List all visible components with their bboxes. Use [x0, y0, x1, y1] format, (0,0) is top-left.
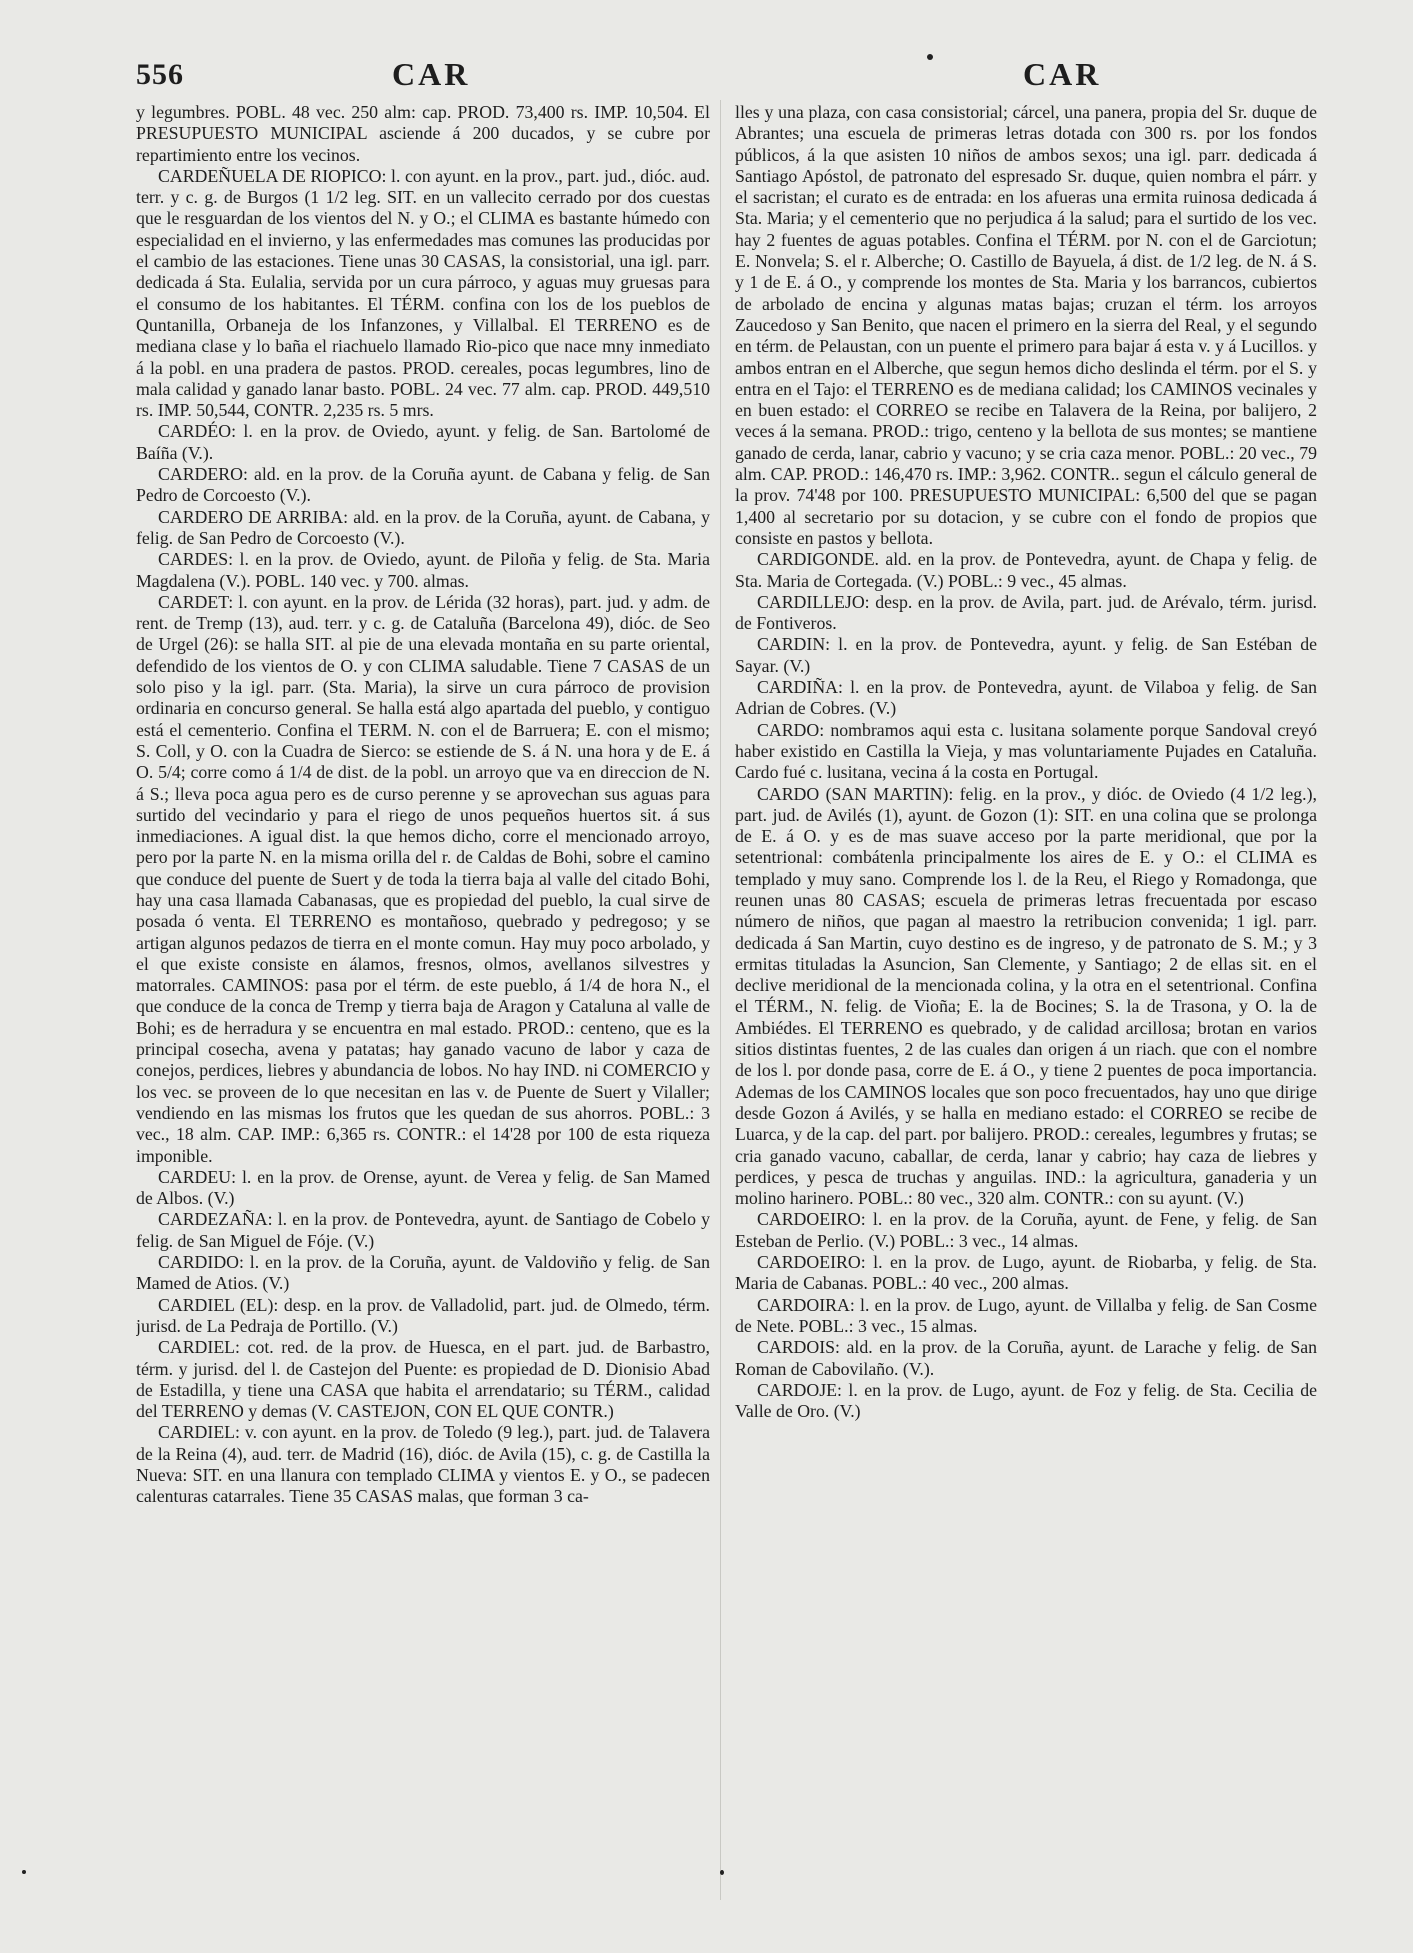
entry-cardero: CARDERO: ald. en la prov. de la Coruña ayunt. de Cabana y felig. de San Pedro de Corcoesto (V.). [136, 464, 710, 506]
entry-cardigonde: CARDIGONDE. ald. en la prov. de Pontevedra, ayunt. de Chapa y felig. de Sta. Maria de Cortegada. (V.) POBL.: 9 vec., 45 almas. [735, 549, 1317, 591]
page-number: 556 [136, 58, 184, 91]
running-head-right: CAR [1023, 56, 1102, 92]
entry-cardillejo: CARDILLEJO: desp. en la prov. de Avila, part. jud. de Arévalo, térm. jurisd. de Fontiveros. [735, 591, 1317, 634]
entry-cardido: CARDIDO: l. en la prov. de la Coruña, ayunt. de Valdoviño y felig. de San Mamed de Atios. (V.) [136, 1252, 710, 1294]
entry-cardiel-toledo: CARDIEL: v. con ayunt. en la prov. de Toledo (9 leg.), part. jud. de Talavera de la Reina (4), aud. terr. de Madrid (16), dióc. de Avila (15), c. g. de Castilla la Nueva: SIT. en una llanura con templado CLIMA y vientos E. y O., se padecen calenturas catarrales. Tiene 35 CASAS malas, que forman 3 ca- [136, 1422, 710, 1507]
ink-speck [927, 54, 933, 60]
entry-cardezana: CARDEZAÑA: l. en la prov. de Pontevedra, ayunt. de Santiago de Cobelo y felig. de San Miguel de Fóje. (V.) [136, 1209, 710, 1251]
entry-cardin: CARDIN: l. en la prov. de Pontevedra, ayunt. y felig. de San Estéban de Sayar. (V.) [735, 634, 1317, 676]
entry-cardeu: CARDEU: l. en la prov. de Orense, ayunt. de Verea y felig. de San Mamed de Albos. (V.) [136, 1166, 710, 1209]
entry-cardenuela: CARDEÑUELA DE RIOPICO: l. con ayunt. en la prov., part. jud., dióc. aud. terr. y c. g. de Burgos (1 1/2 leg. SIT. en un vallecito cerrado por dos cuestas que le resguardan de los vientos del N. y O.; el CLIMA es bastante húmedo con especialidad en el invierno, y las enfermedades mas comunes las producidas por el cambio de las estaciones. Tiene unas 30 CASAS, la consistorial, una igl. parr. dedicada á Sta. Eulalia, servida por un cura párroco, y aguas muy gruesas para el consumo de los habitantes. El TÉRM. confina con los de los pueblos de Quntanilla, Orbaneja de los Infanzones, y Villalbal. El TERRENO es de mediana clase y lo baña el riachuelo llamado Rio-pico que nace mny inmediato á la pobl. en una pradera de pastos. PROD. cereales, pocas legumbres, lino de mala calidad y ganado lanar basto. POBL. 24 vec. 77 alm. cap. PROD. 449,510 rs. IMP. 50,544, CONTR. 2,235 rs. 5 mrs. [136, 165, 710, 421]
entry-cardoeiro-lugo: CARDOEIRO: l. en la prov. de Lugo, ayunt. de Riobarba, y felig. de Sta. Maria de Cabanas. POBL.: 40 vec., 200 almas. [735, 1252, 1317, 1294]
entry-cardes: CARDES: l. en la prov. de Oviedo, ayunt. de Piloña y felig. de Sta. Maria Magdalena (V.). POBL. 140 vec. y 700. almas. [136, 549, 710, 591]
entry-cardina: CARDIÑA: l. en la prov. de Pontevedra, ayunt. de Vilaboa y felig. de San Adrian de Cobres. (V.) [735, 677, 1317, 719]
entry-continuation: y legumbres. POBL. 48 vec. 250 alm: cap. PROD. 73,400 rs. IMP. 10,504. El PRESUPUESTO MUNICIPAL asciende á 200 ducados, y se cubre por repartimiento entre los vecinos. [136, 102, 710, 165]
entry-cardero-de-arriba: CARDERO DE ARRIBA: ald. en la prov. de la Coruña, ayunt. de Cabana, y felig. de San Pedro de Corcoesto (V.). [136, 506, 710, 548]
column-divider [720, 100, 721, 1900]
running-head-left: CAR [392, 56, 471, 92]
ink-speck [720, 1870, 724, 1875]
entry-cardoira: CARDOIRA: l. en la prov. de Lugo, ayunt. de Villalba y felig. de San Cosme de Nete. POBL.: 3 vec., 15 almas. [735, 1294, 1317, 1336]
entry-cardeo: CARDÉO: l. en la prov. de Oviedo, ayunt. y felig. de San. Bartolomé de Baíña (V.). [136, 421, 710, 463]
entry-cardo: CARDO: nombramos aqui esta c. lusitana solamente porque Sandoval creyó haber existido en Castilla la Vieja, y mas voluntariamente Pujades en Cataluña. Cardo fué c. lusitana, vecina á la costa en Portugal. [735, 719, 1317, 783]
left-column [136, 102, 710, 1902]
entry-cardois: CARDOIS: ald. en la prov. de la Coruña, ayunt. de Larache y felig. de San Roman de Cabovilaño. (V.). [735, 1337, 1317, 1379]
entry-cardo-san-martin: CARDO (SAN MARTIN): felig. en la prov., y dióc. de Oviedo (4 1/2 leg.), part. jud. de Avilés (1), ayunt. de Gozon (1): SIT. en una colina que se prolonga de E. á O. y es de mas suave acceso por la parte meridional, que por la setentrional: combátenla principalmente los aires de E. y O.: el CLIMA es templado y muy sano. Comprende los l. de la Reu, el Riego y Romadonga, que reunen unas 80 CASAS; escuela de primeras letras frecuentada por escaso número de niños, que pagan al maestro la retribucion convenida; 1 igl. parr. dedicada á San Martin, cuyo destino es de ingreso, y de patronato de S. M.; y 3 ermitas tituladas la Asuncion, San Clemente, y Santiago; 2 de ellas sit. en el declive meridional de la mencionada colina, y la otra en el setentrional. Confina el TÉRM., N. felig. de Vioña; E. la de Bocines; S. la de Trasona, y O. la de Ambiédes. El TERRENO es quebrado, y de calidad arcillosa; brotan en varios sitios distintas fuentes, 2 de las cuales dan origen á un riach. que con el nombre de los l. por donde pasa, corre de E. á O., y tiene 2 puentes de poca importancia. Ademas de los CAMINOS locales que son poco frecuentados, hay uno que dirige desde Gozon á Avilés, y se halla en mediano estado: el CORREO se recibe de Luarca, y de la cap. del part. por balijero. PROD.: cereales, legumbres y frutas; se cria ganado vacuno, caballar, de cerda, lanar y cabrio; hay caza de liebres y perdices, y pesca de truchas y anguilas. IND.: la agricultura, ganaderia y un molino harinero. POBL.: 80 vec., 320 alm. CONTR.: con su ayunt. (V.) [735, 783, 1317, 1209]
entry-cardiel-el: CARDIEL (EL): desp. en la prov. de Valladolid, part. jud. de Olmedo, térm. jurisd. de La Pedraja de Portillo. (V.) [136, 1294, 710, 1336]
ink-speck [22, 1870, 26, 1874]
entry-cardoje: CARDOJE: l. en la prov. de Lugo, ayunt. de Foz y felig. de Sta. Cecilia de Valle de Oro. (V.) [735, 1379, 1317, 1422]
entry-cardiel-huesca: CARDIEL: cot. red. de la prov. de Huesca, en el part. jud. de Barbastro, térm. y jurisd. del l. de Castejon del Puente: es propiedad de D. Dionisio Abad de Estadilla, y tiene una CASA que habita el arrendatario; su TÉRM., calidad del TERRENO y demas (V. CASTEJON, CON EL QUE CONTR.) [136, 1337, 710, 1422]
entry-cardiel-continuation: lles y una plaza, con casa consistorial; cárcel, una panera, propia del Sr. duque de Abrantes; una escuela de primeras letras dotada con 300 rs. por los fondos públicos, á la que asisten 10 niños de ambos sexos; una igl. parr. dedicada á Santiago Apóstol, de patronato del espresado Sr. duque, quien nombra el párr. y el sacristan; el curato es de entrada: en los afueras una ermita ruinosa dedicada á Sta. Maria; y el cementerio que no perjudica á la salud; para el surtido de los vec. hay 2 fuentes de aguas potables. Confina el TÉRM. por N. con el de Garciotun; E. Nonvela; S. el r. Alberche; O. Castillo de Bayuela, á dist. de 1/2 leg. de N. á S. y 1 de E. á O., y comprende los montes de Sta. Maria y los barrancos, cubiertos de arbolado de encina y algunas matas bajas; cruzan el térm. los arroyos Zaucedoso y San Benito, que nacen el primero en la sierra del Real, y el segundo en térm. de Pelaustan, con un puente el primero para bajar á esta v. y á Lucillos. y ambos entran en el Alberche, que segun hemos dicho deslinda el térm. por el S. y entra en el Tajo: el TERRENO es de mediana calidad; los CAMINOS vecinales y en buen estado: el CORREO se recibe en Talavera de la Reina, por balijero, 2 veces á la semana. PROD.: trigo, centeno y la bellota de sus montes; se mantiene ganado de cerda, lanar, cabrio y vacuno; y se cria caza menor. POBL.: 20 vec., 79 alm. CAP. PROD.: 146,470 rs. IMP.: 3,962. CONTR.. segun el cálculo general de la prov. 74'48 por 100. PRESUPUESTO MUNICIPAL: 6,500 del que se pagan 1,400 al secretario por su dotacion, y se cubre con el fondo de propios que consiste en pastos y bellota. [735, 102, 1317, 548]
entry-cardoeiro-coruna: CARDOEIRO: l. en la prov. de la Coruña, ayunt. de Fene, y felig. de San Esteban de Perlio. (V.) POBL.: 3 vec., 14 almas. [735, 1209, 1317, 1251]
entry-cardet: CARDET: l. con ayunt. en la prov. de Lérida (32 horas), part. jud. y adm. de rent. de Tremp (13), aud. terr. y c. g. de Cataluña (Barcelona 49), dióc. de Seo de Urgel (26): se halla SIT. al pie de una elevada montaña en su parte oriental, defendido de los vientos de O. y con CLIMA saludable. Tiene 7 CASAS de un solo piso y la igl. parr. (Sta. Maria), la sirve un cura párroco de provision ordinaria en concurso general. Se halla está algo apartada del pueblo, y contiguo está el cementerio. Confina el TERM. N. con el de Barruera; E. con el mismo; S. Coll, y O. con la Cuadra de Sierco: se estiende de S. á N. una hora y de E. á O. 5/4; corre como á 1/4 de dist. de la pobl. un arroyo que va en direccion de N. á S.; lleva poca agua pero es de curso perenne y se aprovechan sus aguas para surtido del vecindario y para el riego de unos pequeños huertos sit. á sus inmediaciones. A igual dist. la que hemos dicho, corre el mencionado arroyo, pero por la parte N. en la misma orilla del r. de Caldas de Bohi, sobre el camino que conduce del puente de Suert y de toda la tierra baja al valle del citado Bohi, hay una casa llamada Cabanasas, que es propiedad del pueblo, la cual sirve de posada ó venta. El TERRENO es montañoso, quebrado y pedregoso; y se artigan algunos pedazos de tierra en el monte comun. Hay muy poco arbolado, y el que existe consiste en álamos, fresnos, olmos, avellanos silvestres y matorrales. CAMINOS: pasa por el térm. de este pueblo, á 1/4 de hora N., el que conduce de la conca de Tremp y tierra baja de Aragon y Cataluna al valle de Bohi; es de herradura y se encuentra en mal estado. PROD.: centeno, que es la principal cosecha, avena y patatas; hay ganado vacuno de labor y caza de conejos, perdices, liebres y abundancia de lobos. No hay IND. ni COMERCIO y los vec. se proveen de lo que necesitan en las v. de Puente de Suert y Vilaller; vendiendo en las mismas los frutos que les quedan de sus ahorros. POBL.: 3 vec., 18 alm. CAP. IMP.: 6,365 rs. CONTR.: el 14'28 por 100 de esta riqueza imponible. [136, 591, 710, 1166]
right-column [735, 102, 1317, 1902]
